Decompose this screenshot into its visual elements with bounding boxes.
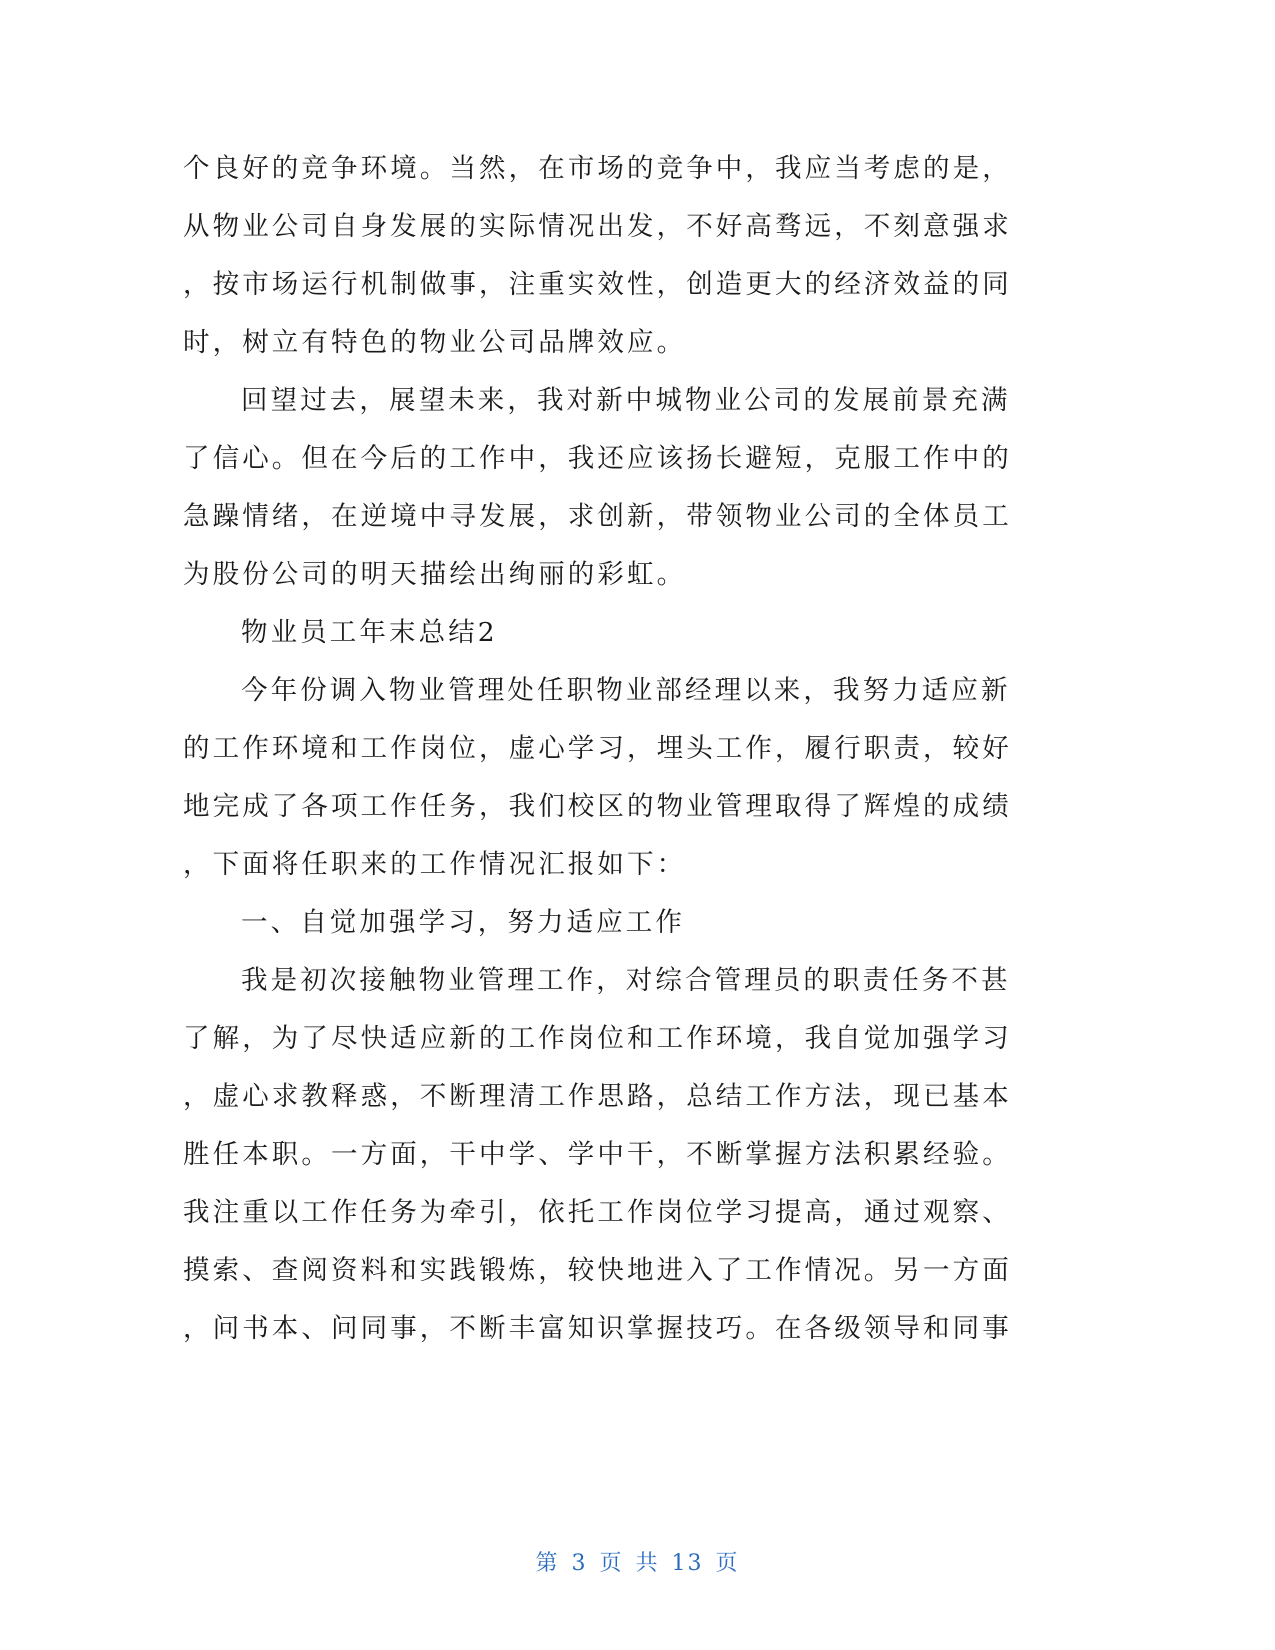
text-line: 胜任本职。一方面，干中学、学中干，不断掌握方法积累经验。 <box>183 1139 1012 1170</box>
text-line: 为股份公司的明天描绘出绚丽的彩虹。 <box>183 559 687 590</box>
paragraph-first-line: 回望过去，展望未来，我对新中城物业公司的发展前景充满 <box>241 385 1011 416</box>
text-line: 我注重以工作任务为牵引，依托工作岗位学习提高，通过观察、 <box>183 1197 1012 1228</box>
text-line: 个良好的竞争环境。当然，在市场的竞争中，我应当考虑的是， <box>183 153 1012 184</box>
text-line: ，问书本、问同事，不断丰富知识掌握技巧。在各级领导和同事 <box>183 1313 1012 1344</box>
text-line: 摸索、查阅资料和实践锻炼，较快地进入了工作情况。另一方面 <box>183 1255 1012 1286</box>
footer-page-number: 3 <box>571 1551 588 1576</box>
paragraph-first-line: 今年份调入物业管理处任职物业部经理以来，我努力适应新 <box>241 675 1011 706</box>
document-body <box>183 140 1013 1358</box>
text-line: 地完成了各项工作任务，我们校区的物业管理取得了辉煌的成绩 <box>183 791 1012 822</box>
text-line: ，虚心求教释惑，不断理清工作思路，总结工作方法，现已基本 <box>183 1081 1012 1112</box>
footer-di: 第 <box>535 1551 560 1576</box>
text-line: 了解，为了尽快适应新的工作岗位和工作环境，我自觉加强学习 <box>183 1023 1012 1054</box>
footer-ye: 页 <box>599 1551 624 1576</box>
text-line: 从物业公司自身发展的实际情况出发，不好高骛远，不刻意强求 <box>183 211 1012 242</box>
paragraph-first-line: 我是初次接触物业管理工作，对综合管理员的职责任务不甚 <box>241 965 1011 996</box>
subsection-heading: 一、自觉加强学习，努力适应工作 <box>241 907 685 938</box>
text-line: 急躁情绪，在逆境中寻发展，求创新，带领物业公司的全体员工 <box>183 501 1012 532</box>
text-line: ，按市场运行机制做事，注重实效性，创造更大的经济效益的同 <box>183 269 1012 300</box>
footer-total-pages: 13 <box>671 1551 704 1576</box>
text-line: ，下面将任职来的工作情况汇报如下： <box>183 849 687 880</box>
text-line: 的工作环境和工作岗位，虚心学习，埋头工作，履行职责，较好 <box>183 733 1012 764</box>
page-footer <box>0 1546 1275 1577</box>
footer-ye2: 页 <box>715 1551 740 1576</box>
text-line: 了信心。但在今后的工作中，我还应该扬长避短，克服工作中的 <box>183 443 1012 474</box>
footer-gong: 共 <box>635 1551 660 1576</box>
text-line: 时，树立有特色的物业公司品牌效应。 <box>183 327 687 358</box>
section-heading: 物业员工年末总结2 <box>241 617 498 648</box>
